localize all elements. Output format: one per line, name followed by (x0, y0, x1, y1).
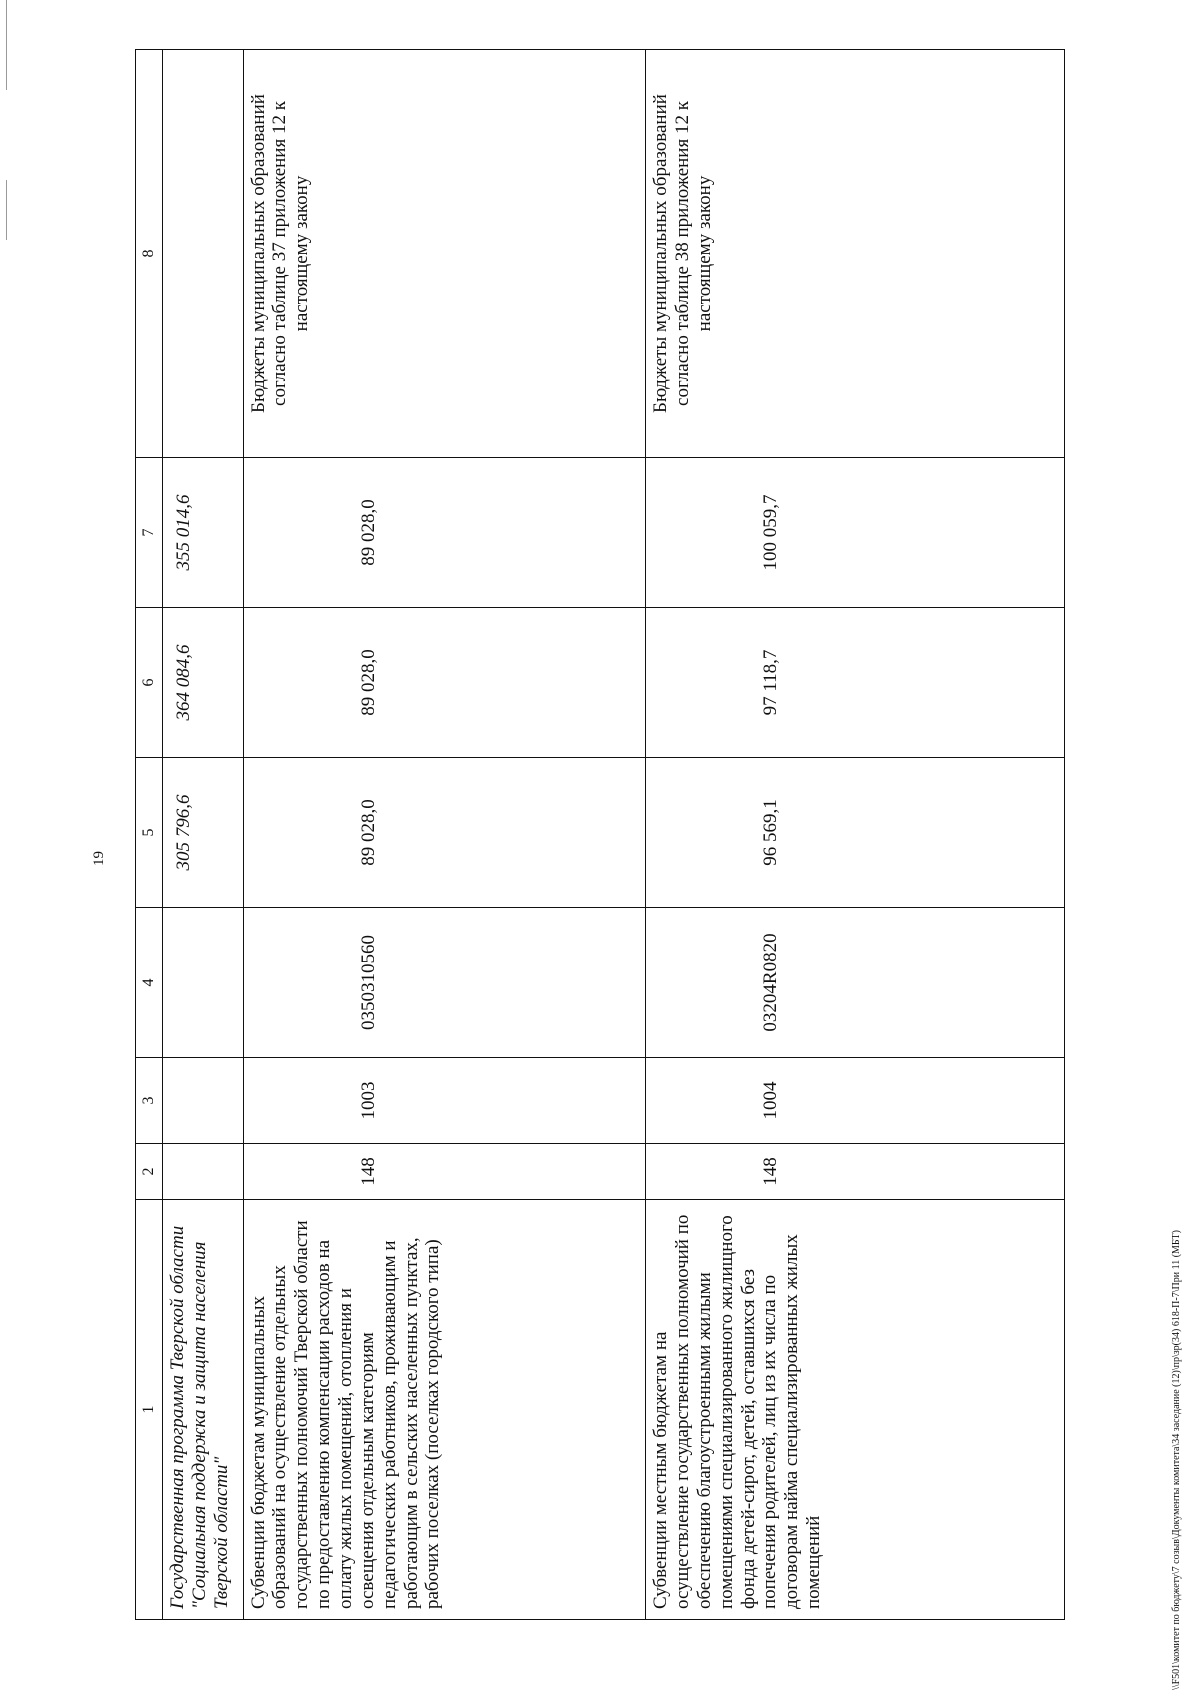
cell-col2: 148 (646, 1144, 1065, 1200)
cell-col6: 364 084,6 (162, 608, 243, 758)
header-cell: 4 (136, 908, 163, 1058)
row-name: Субвенции местным бюджетам на осуществление государственных полномочий по обеспечению благоустроенными жилыми помещениями специализированного жилищного фонда детей-сирот, детей, оставшихся без попечения родителей, лиц из их числа по договорам найма специализированных жилых помещений (646, 1200, 1065, 1620)
page-number: 19 (91, 851, 107, 866)
table-row-program (162, 50, 243, 1620)
header-cell: 1 (136, 1200, 163, 1620)
row-name: Субвенции бюджетам муниципальных образований на осуществление отдельных государственных полномочий Тверской области по предоставлению компенсации расходов на оплату жилых помещений, отопления и освещения отдельным категориям педагогических работников, проживающим и работающим в сельских населенных пунктах, рабочих поселках (поселках городского типа) (243, 1200, 646, 1620)
header-cell: 8 (136, 50, 163, 458)
cell-col8 (162, 50, 243, 458)
header-cell: 6 (136, 608, 163, 758)
table-row (243, 50, 646, 1620)
row-name: Государственная программа Тверской области "Социальная поддержка и защита населения Тверской области" (162, 1200, 243, 1620)
cell-col8: Бюджеты муниципальных образований согласно таблице 37 приложения 12 к настоящему закону (243, 50, 646, 458)
cell-col6: 97 118,7 (646, 608, 1065, 758)
cell-col5: 89 028,0 (243, 758, 646, 908)
table-row (646, 50, 1065, 1620)
scan-mark (6, 0, 7, 90)
cell-col8: Бюджеты муниципальных образований согласно таблице 38 приложения 12 к настоящему закону (646, 50, 1065, 458)
cell-col2: 148 (243, 1144, 646, 1200)
cell-col7: 100 059,7 (646, 458, 1065, 608)
cell-col3: 1004 (646, 1058, 1065, 1144)
cell-col7: 355 014,6 (162, 458, 243, 608)
budget-table (135, 49, 1065, 1620)
cell-col5: 96 569,1 (646, 758, 1065, 908)
header-cell: 5 (136, 758, 163, 908)
header-cell: 7 (136, 458, 163, 608)
cell-col4 (162, 908, 243, 1058)
cell-col7: 89 028,0 (243, 458, 646, 608)
cell-col4: 0350310560 (243, 908, 646, 1058)
cell-col3: 1003 (243, 1058, 646, 1144)
scan-mark (6, 180, 7, 240)
cell-col2 (162, 1144, 243, 1200)
cell-col3 (162, 1058, 243, 1144)
cell-col5: 305 796,6 (162, 758, 243, 908)
header-cell: 2 (136, 1144, 163, 1200)
header-cell: 3 (136, 1058, 163, 1144)
footer-file-path-text: \\F501\комитет по бюджету\7 созыв\Документы комитета\34 заседание (12)\пр\зр(34) 618-П-7\При 11 (МБТ) (1171, 1230, 1182, 1690)
cell-col6: 89 028,0 (243, 608, 646, 758)
header-row (136, 50, 163, 1620)
cell-col4: 03204R0820 (646, 908, 1065, 1058)
rotated-table-container (135, 50, 1065, 1620)
